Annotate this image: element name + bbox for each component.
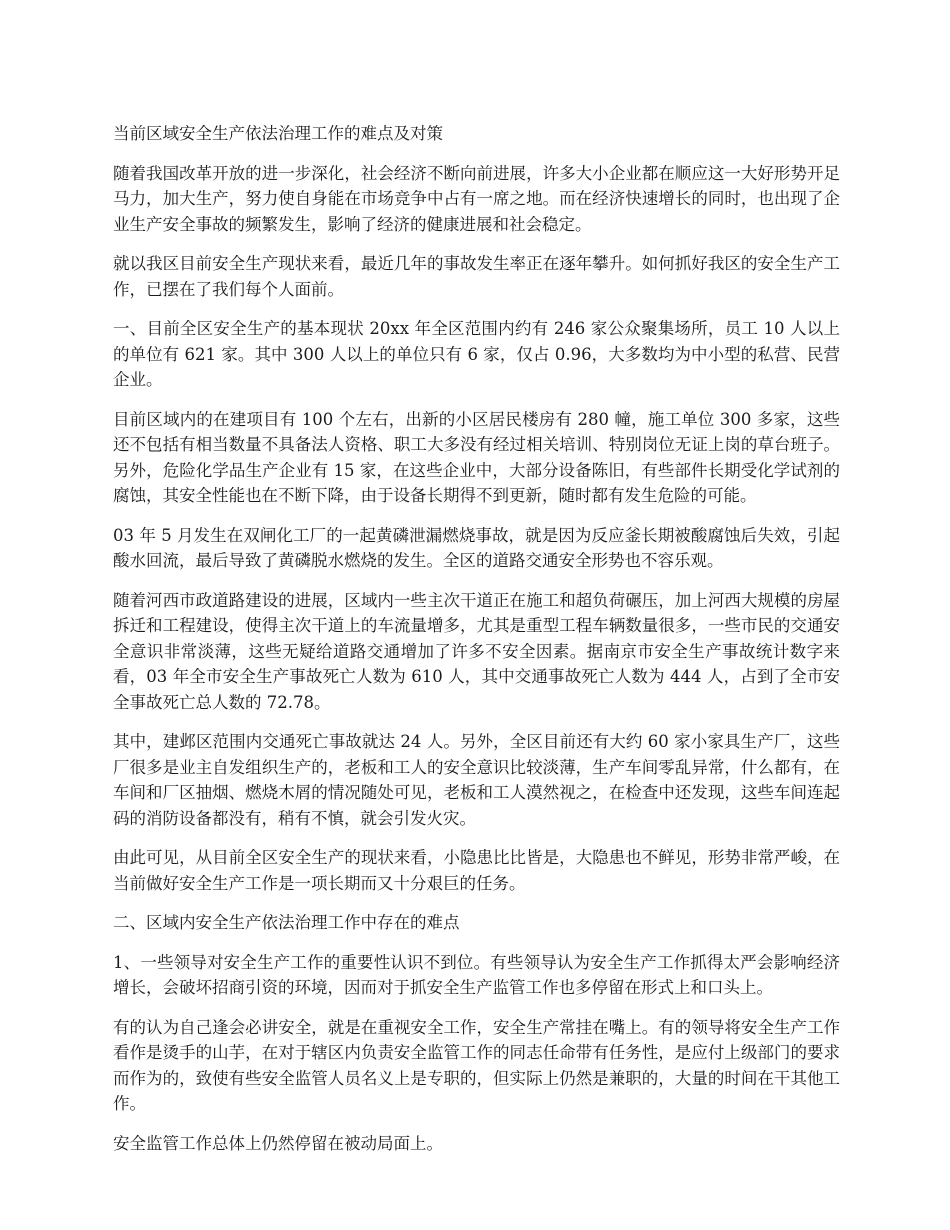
paragraph-11: 有的认为自己逢会必讲安全，就是在重视安全工作，安全生产常挂在嘴上。有的领导将安全生产工作看作是烫手的山芋，在对于辖区内负责安全监管工作的同志任命带有任务性，是应付上级部门的要求而作为的，致使有些安全监管人员名义上是专职的，但实际上仍然是兼职的，大量的时间在干其他工作。 xyxy=(113,1017,840,1113)
section-heading-2: 二、区域内安全生产依法治理工作中存在的难点 xyxy=(113,913,460,932)
paragraph-7: 其中，建邺区范围内交通死亡事故就达 24 人。另外，全区目前还有大约 60 家小家具生产厂，这些厂很多是业主自发组织生产的，老板和工人的安全意识比较淡薄，生产车间零乱异常，什么都有，在车间和厂区抽烟、燃烧木屑的情况随处可见，老板和工人漠然视之，在检查中还发现，这些车间连起码的消防设备都没有，稍有不慎，就会引发火灾。 xyxy=(113,732,840,828)
paragraph-6: 随着河西市政道路建设的进展，区域内一些主次干道正在施工和超负荷碾压，加上河西大规模的房屋拆迁和工程建设，使得主次干道上的车流量增多，尤其是重型工程车辆数量很多，一些市民的交通安全意识非常淡薄，这些无疑给道路交通增加了许多不安全因素。据南京市安全生产事故统计数字来看，03 年全市安全生产事故死亡人数为 610 人，其中交通事故死亡人数为 444 人，占到了全市安全事故死亡总人数的 72.78。 xyxy=(113,590,840,712)
paragraph-8: 由此可见，从目前全区安全生产的现状来看，小隐患比比皆是，大隐患也不鲜见，形势非常严峻，在当前做好安全生产工作是一项长期而又十分艰巨的任务。 xyxy=(113,848,840,893)
paragraph-5: 03 年 5 月发生在双闸化工厂的一起黄磷泄漏燃烧事故，就是因为反应釜长期被酸腐蚀后失效，引起酸水回流，最后导致了黄磷脱水燃烧的发生。全区的道路交通安全形势也不容乐观。 xyxy=(113,525,840,570)
paragraph-3: 一、目前全区安全生产的基本现状 20xx 年全区范围内约有 246 家公众聚集场所，员工 10 人以上的单位有 621 家。其中 300 人以上的单位只有 6 家，仅占 0.96，大多数均为中小型的私营、民营企业。 xyxy=(113,319,840,389)
paragraph-1: 随着我国改革开放的进一步深化，社会经济不断向前进展，许多大小企业都在顺应这一大好形势开足马力，加大生产，努力使自身能在市场竞争中占有一席之地。而在经济快速增长的同时，也出现了企业生产安全事故的频繁发生，影响了经济的健康进展和社会稳定。 xyxy=(113,163,840,234)
document-page xyxy=(113,121,840,1170)
paragraph-12: 安全监管工作总体上仍然停留在被动局面上。 xyxy=(113,1133,443,1153)
paragraph-4: 目前区域内的在建项目有 100 个左右，出新的小区居民楼房有 280 幢，施工单位 300 多家，这些还不包括有相当数量不具备法人资格、职工大多没有经过相关培训、特别岗位无证上岗的草台班子。另外，危险化学品生产企业有 15 家，在这些企业中，大部分设备陈旧，有些部件长期受化学试剂的腐蚀，其安全性能也在不断下降，由于设备长期得不到更新，随时都有发生危险的可能。 xyxy=(113,409,840,505)
paragraph-2: 就以我区目前安全生产现状来看，最近几年的事故发生率正在逐年攀升。如何抓好我区的安全生产工作，已摆在了我们每个人面前。 xyxy=(113,254,840,299)
document-title: 当前区域安全生产依法治理工作的难点及对策 xyxy=(113,124,443,143)
paragraph-10: 1、一些领导对安全生产工作的重要性认识不到位。有些领导认为安全生产工作抓得太严会影响经济增长，会破坏招商引资的环境，因而对于抓安全生产监管工作也多停留在形式上和口头上。 xyxy=(113,952,840,997)
